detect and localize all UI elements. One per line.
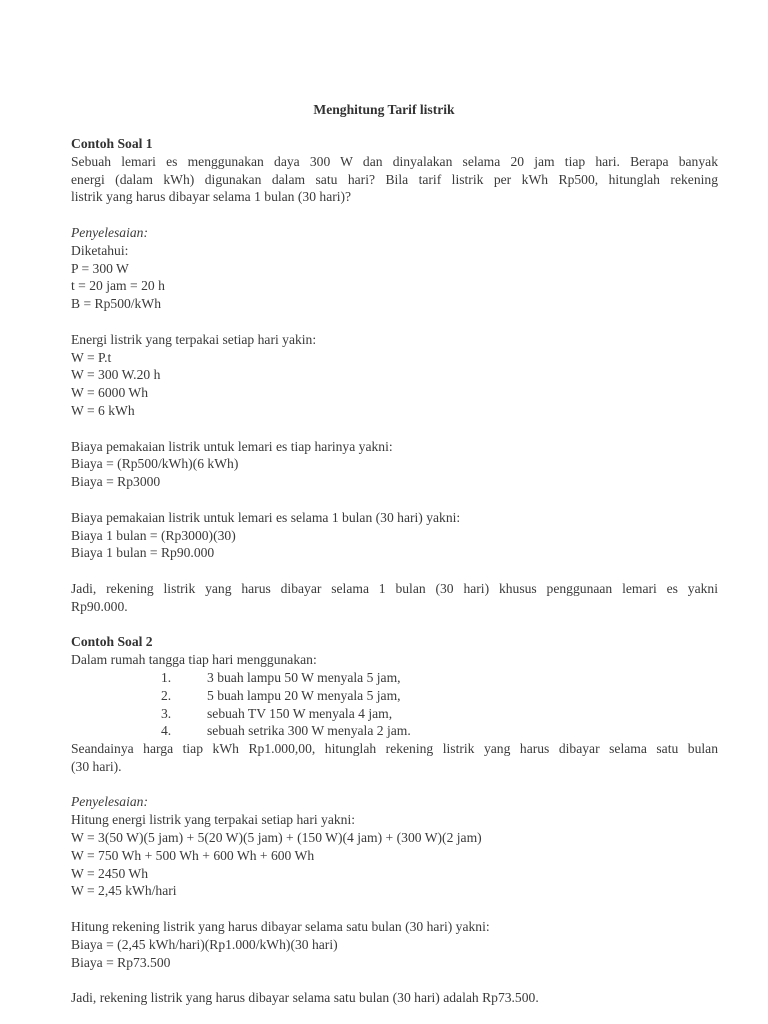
energy-line: W = 300 W.20 h — [71, 367, 161, 383]
list-item — [71, 705, 718, 723]
known-line: t = 20 jam = 20 h — [71, 278, 165, 294]
list-item — [71, 687, 718, 705]
list-item-text: 5 buah lampu 20 W menyala 5 jam, — [207, 687, 401, 703]
energy-line: W = 750 Wh + 500 Wh + 600 Wh + 600 Wh — [71, 847, 315, 863]
question-line: listrik yang harus dibayar selama 1 bulan (30 hari)? — [71, 189, 352, 205]
monthly-cost-line: Biaya 1 bulan = Rp90.000 — [71, 545, 215, 561]
list-item-text: sebuah setrika 300 W menyala 2 jam. — [207, 723, 411, 739]
solution-label: Penyelesaian: — [71, 224, 148, 240]
monthly-cost-line: Biaya 1 bulan = (Rp3000)(30) — [71, 527, 236, 543]
conclusion-line: Jadi, rekening listrik yang harus dibayar selama 1 bulan (30 hari) khusus penggunaan lemari es yakni — [71, 580, 718, 596]
cost-line: Biaya = Rp73.500 — [71, 954, 171, 970]
conclusion-line: Jadi, rekening listrik yang harus dibayar selama satu bulan (30 hari) adalah Rp73.500. — [71, 990, 539, 1006]
question-line: Sebuah lemari es menggunakan daya 300 W dan dinyalakan selama 20 jam tiap hari. Berapa banyak — [71, 153, 718, 169]
energy-line: W = 6 kWh — [71, 402, 135, 418]
list-item — [71, 669, 718, 687]
energy-line: Energi listrik yang terpakai setiap hari yakin: — [71, 331, 317, 347]
energy-line: W = P.t — [71, 349, 112, 365]
solution-label: Penyelesaian: — [71, 794, 148, 810]
energy-line: W = 3(50 W)(5 jam) + 5(20 W)(5 jam) + (150 W)(4 jam) + (300 W)(2 jam) — [71, 830, 482, 846]
known-line: Diketahui: — [71, 242, 129, 258]
energy-line: W = 2450 Wh — [71, 865, 149, 881]
energy-line: W = 2,45 kWh/hari — [71, 883, 177, 899]
daily-cost-line: Biaya pemakaian listrik untuk lemari es tiap harinya yakni: — [71, 438, 393, 454]
energy-line: W = 6000 Wh — [71, 385, 149, 401]
question-line: (30 hari). — [71, 758, 122, 774]
cost-line: Biaya = (2,45 kWh/hari)(Rp1.000/kWh)(30 hari) — [71, 936, 338, 952]
energy-line: Hitung energi listrik yang terpakai setiap hari yakni: — [71, 812, 356, 828]
section-heading-soal-1: Contoh Soal 1 — [71, 136, 153, 151]
known-line: B = Rp500/kWh — [71, 296, 161, 312]
known-line: P = 300 W — [71, 260, 129, 276]
question-line: Seandainya harga tiap kWh Rp1.000,00, hitunglah rekening listrik yang harus dibayar selama satu bulan — [71, 741, 718, 757]
daily-cost-line: Biaya = Rp3000 — [71, 474, 161, 490]
daily-cost-line: Biaya = (Rp500/kWh)(6 kWh) — [71, 456, 239, 472]
cost-line: Hitung rekening listrik yang harus dibayar selama satu bulan (30 hari) yakni: — [71, 919, 490, 935]
list-item-number: 4. — [161, 723, 172, 739]
document-body — [71, 135, 718, 1007]
list-item-text: 3 buah lampu 50 W menyala 5 jam, — [207, 669, 401, 685]
intro-line: Dalam rumah tangga tiap hari menggunakan: — [71, 652, 317, 668]
document-title: Menghitung Tarif listrik — [313, 102, 455, 117]
list-item-number: 1. — [161, 669, 172, 685]
section-heading-soal-2: Contoh Soal 2 — [71, 634, 153, 650]
list-item-text: sebuah TV 150 W menyala 4 jam, — [207, 705, 393, 721]
conclusion-line: Rp90.000. — [71, 598, 128, 614]
question-line: energi (dalam kWh) digunakan dalam satu hari? Bila tarif listrik per kWh Rp500, hitunglah rekening — [71, 171, 718, 187]
list-item-number: 2. — [161, 687, 172, 703]
monthly-cost-line: Biaya pemakaian listrik untuk lemari es selama 1 bulan (30 hari) yakni: — [71, 509, 461, 525]
list-item — [71, 722, 718, 740]
list-item-number: 3. — [161, 705, 172, 721]
